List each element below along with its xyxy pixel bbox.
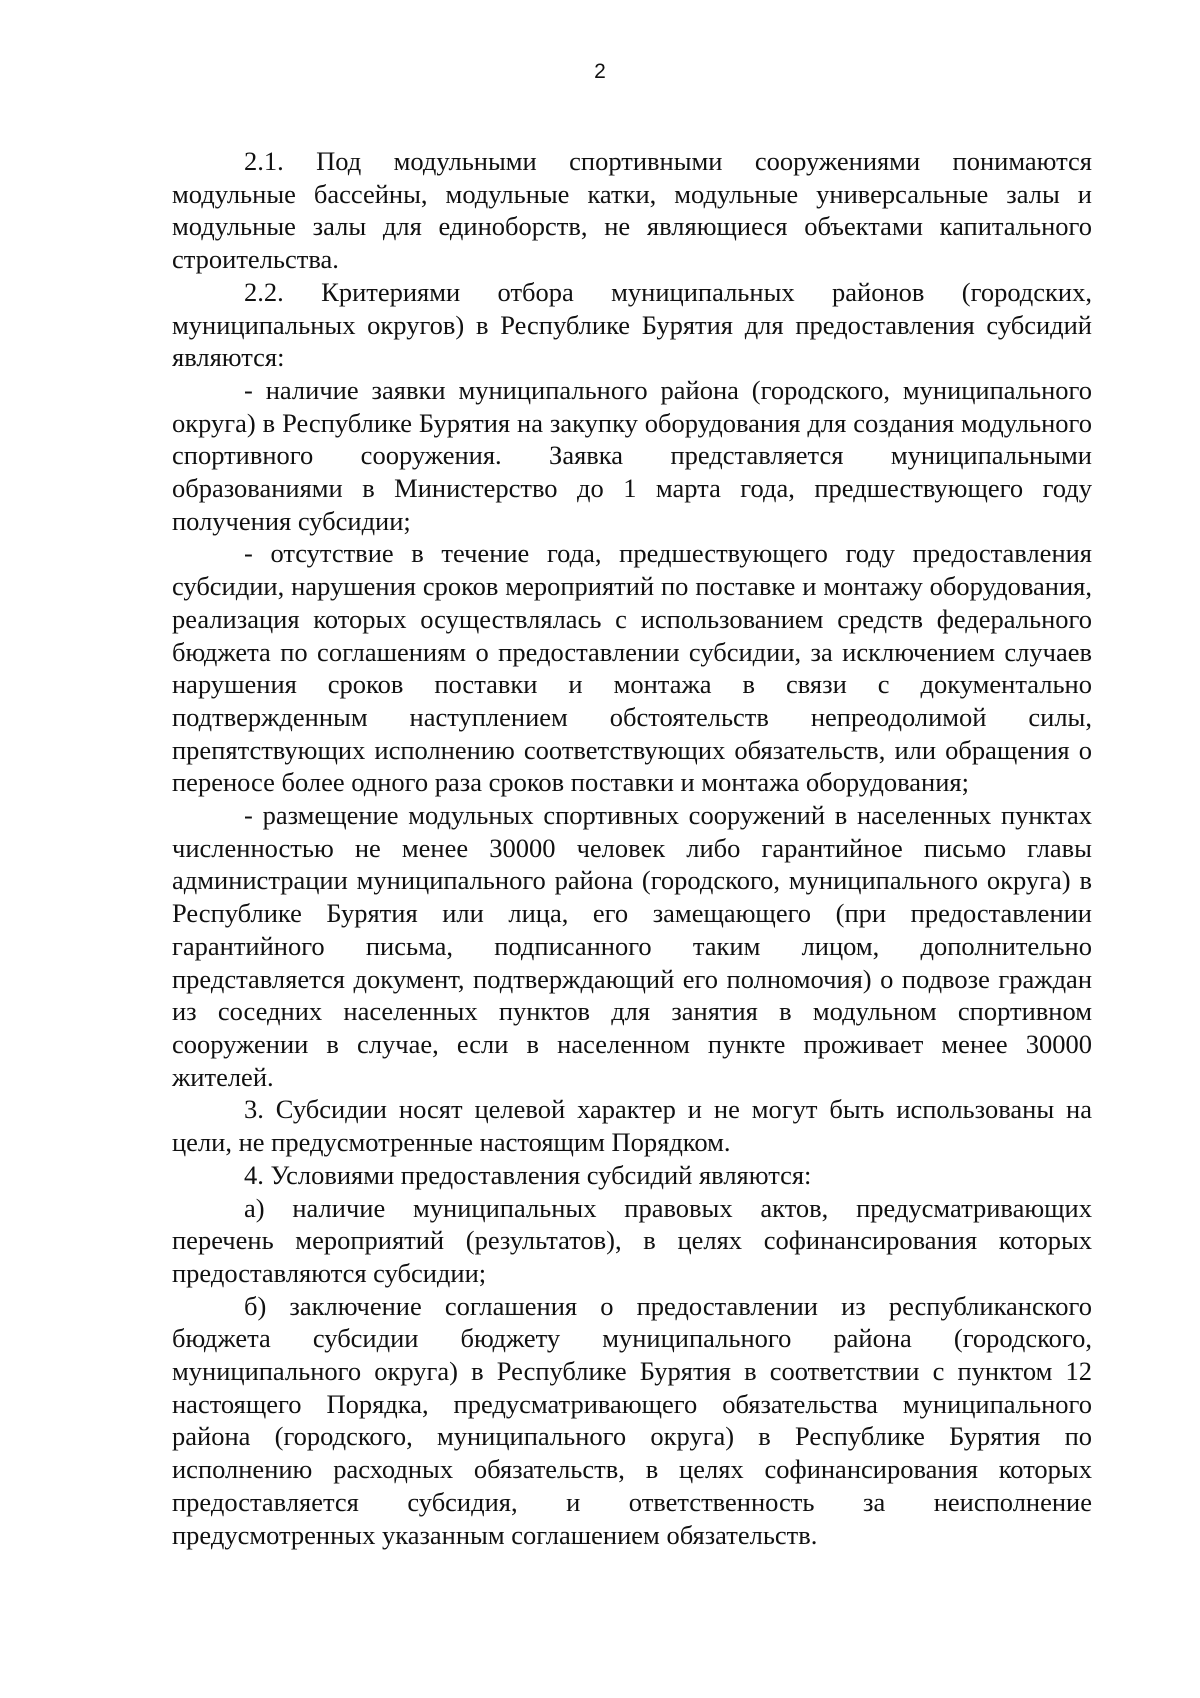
paragraph-3: 3. Субсидии носят целевой характер и не могут быть использованы на цели, не предусмотренные настоящим Порядком. bbox=[172, 1094, 1092, 1158]
condition-a: а) наличие муниципальных правовых актов, предусматривающих перечень мероприятий (результатов), в целях софинансирования которых предоставляются субсидии; bbox=[172, 1192, 1092, 1288]
paragraph-4: 4. Условиями предоставления субсидий являются: bbox=[244, 1159, 812, 1190]
criterion-application: - наличие заявки муниципального района (городского, муниципального округа) в Республике Бурятия на закупку оборудования для создания модульного спортивного сооружения. Заявка представляется муниципальными образованиями в Министерство до 1 марта года, предшествующего году получения субсидии; bbox=[172, 374, 1092, 536]
criterion-placement: - размещение модульных спортивных сооружений в населенных пунктах численностью не менее 30000 человек либо гарантийное письмо главы администрации муниципального района (городского, муниципального округа) в Республике Бурятия или лица, его замещающего (при предоставлении гарантийного письма, подписанного таким лицом, дополнительно представляется документ, подтверждающий его полномочия) о подвозе граждан из соседних населенных пунктов для занятия в модульном спортивном сооружении в случае, если в населенном пункте проживает менее 30000 жителей. bbox=[172, 800, 1092, 1092]
paragraph-2-2: 2.2. Критериями отбора муниципальных районов (городских, муниципальных округов) в Республике Бурятия для предоставления субсидий являются: bbox=[172, 276, 1092, 373]
document-body bbox=[172, 145, 1092, 1551]
condition-b: б) заключение соглашения о предоставлении из республиканского бюджета субсидии бюджету муниципального района (городского, муниципального округа) в Республике Бурятия в соответствии с пунктом 12 настоящего Порядка, предусматривающего обязательства муниципального района (городского, муниципального округа) в Республике Бурятия по исполнению расходных обязательств, в целях софинансирования которых предоставляется субсидия, и ответственность за неисполнение предусмотренных указанным соглашением обязательств. bbox=[172, 1290, 1092, 1550]
criterion-no-violations: - отсутствие в течение года, предшествующего году предоставления субсидии, нарушения сроков мероприятий по поставке и монтажу оборудования, реализация которых осуществлялась с использованием средств федерального бюджета по соглашениям о предоставлении субсидии, за исключением случаев нарушения сроков поставки и монтажа в связи с документально подтвержденным наступлением обстоятельств непреодолимой силы, препятствующих исполнению соответствующих обязательств, или обращения о переносе более одного раза сроков поставки и монтажа оборудования; bbox=[172, 538, 1092, 798]
page-number: 2 bbox=[594, 60, 606, 83]
paragraph-2-1: 2.1. Под модульными спортивными сооружениями понимаются модульные бассейны, модульные катки, модульные универсальные залы и модульные залы для единоборств, не являющиеся объектами капитального строительства. bbox=[172, 146, 1092, 275]
